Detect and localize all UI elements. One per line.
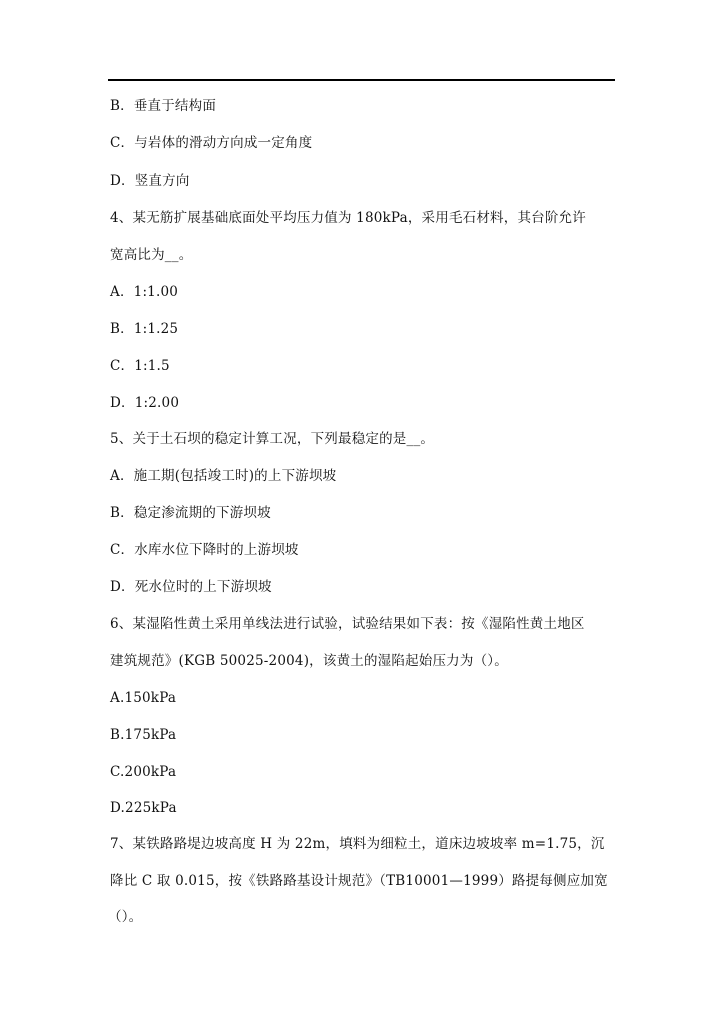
q6-stem-line-1: 6、某湿陷性黄土采用单线法进行试验，试验结果如下表：按《湿陷性黄土地区 xyxy=(110,616,585,632)
q5-option-c: C．水库水位下降时的上游坝坡 xyxy=(110,542,299,558)
q6-option-c: C.200kPa xyxy=(110,764,177,780)
q7-stem-line-1: 7、某铁路路堤边坡高度 H 为 22m，填料为细粒土，道床边坡坡率 m=1.75，沉 xyxy=(110,836,605,852)
q4-stem-line-2: 宽高比为__。 xyxy=(110,247,193,263)
header-rule xyxy=(108,79,615,81)
q5-stem: 5、关于土石坝的稳定计算工况，下列最稳定的是__。 xyxy=(110,431,435,447)
q3-option-c: C．与岩体的滑动方向成一定角度 xyxy=(110,135,313,151)
q6-stem-line-2: 建筑规范》(KGB 50025-2004)，该黄土的湿陷起始压力为（）。 xyxy=(110,653,508,669)
q4-stem-line-1: 4、某无筋扩展基础底面处平均压力值为 180kPa，采用毛石材料，其台阶允许 xyxy=(110,210,586,226)
q5-option-d: D．死水位时的上下游坝坡 xyxy=(110,579,272,595)
q3-option-b: B．垂直于结构面 xyxy=(110,98,217,114)
q5-option-a: A．施工期(包括竣工时)的上下游坝坡 xyxy=(110,468,337,484)
q4-option-d: D．1:2.00 xyxy=(110,395,180,411)
q6-option-a: A.150kPa xyxy=(110,690,177,706)
q6-option-d: D.225kPa xyxy=(110,800,177,816)
q7-stem-line-2: 降比 C 取 0.015，按《铁路路基设计规范》（TB10001—1999）路提每侧应加宽 xyxy=(110,873,608,889)
q6-option-b: B.175kPa xyxy=(110,727,177,743)
q4-option-c: C．1:1.5 xyxy=(110,358,170,374)
q7-stem-line-3: （）。 xyxy=(108,909,143,925)
q4-option-a: A．1:1.00 xyxy=(110,284,179,300)
q5-option-b: B．稳定渗流期的下游坝坡 xyxy=(110,505,271,521)
q4-option-b: B．1:1.25 xyxy=(110,321,179,337)
q3-option-d: D．竖直方向 xyxy=(110,173,190,189)
